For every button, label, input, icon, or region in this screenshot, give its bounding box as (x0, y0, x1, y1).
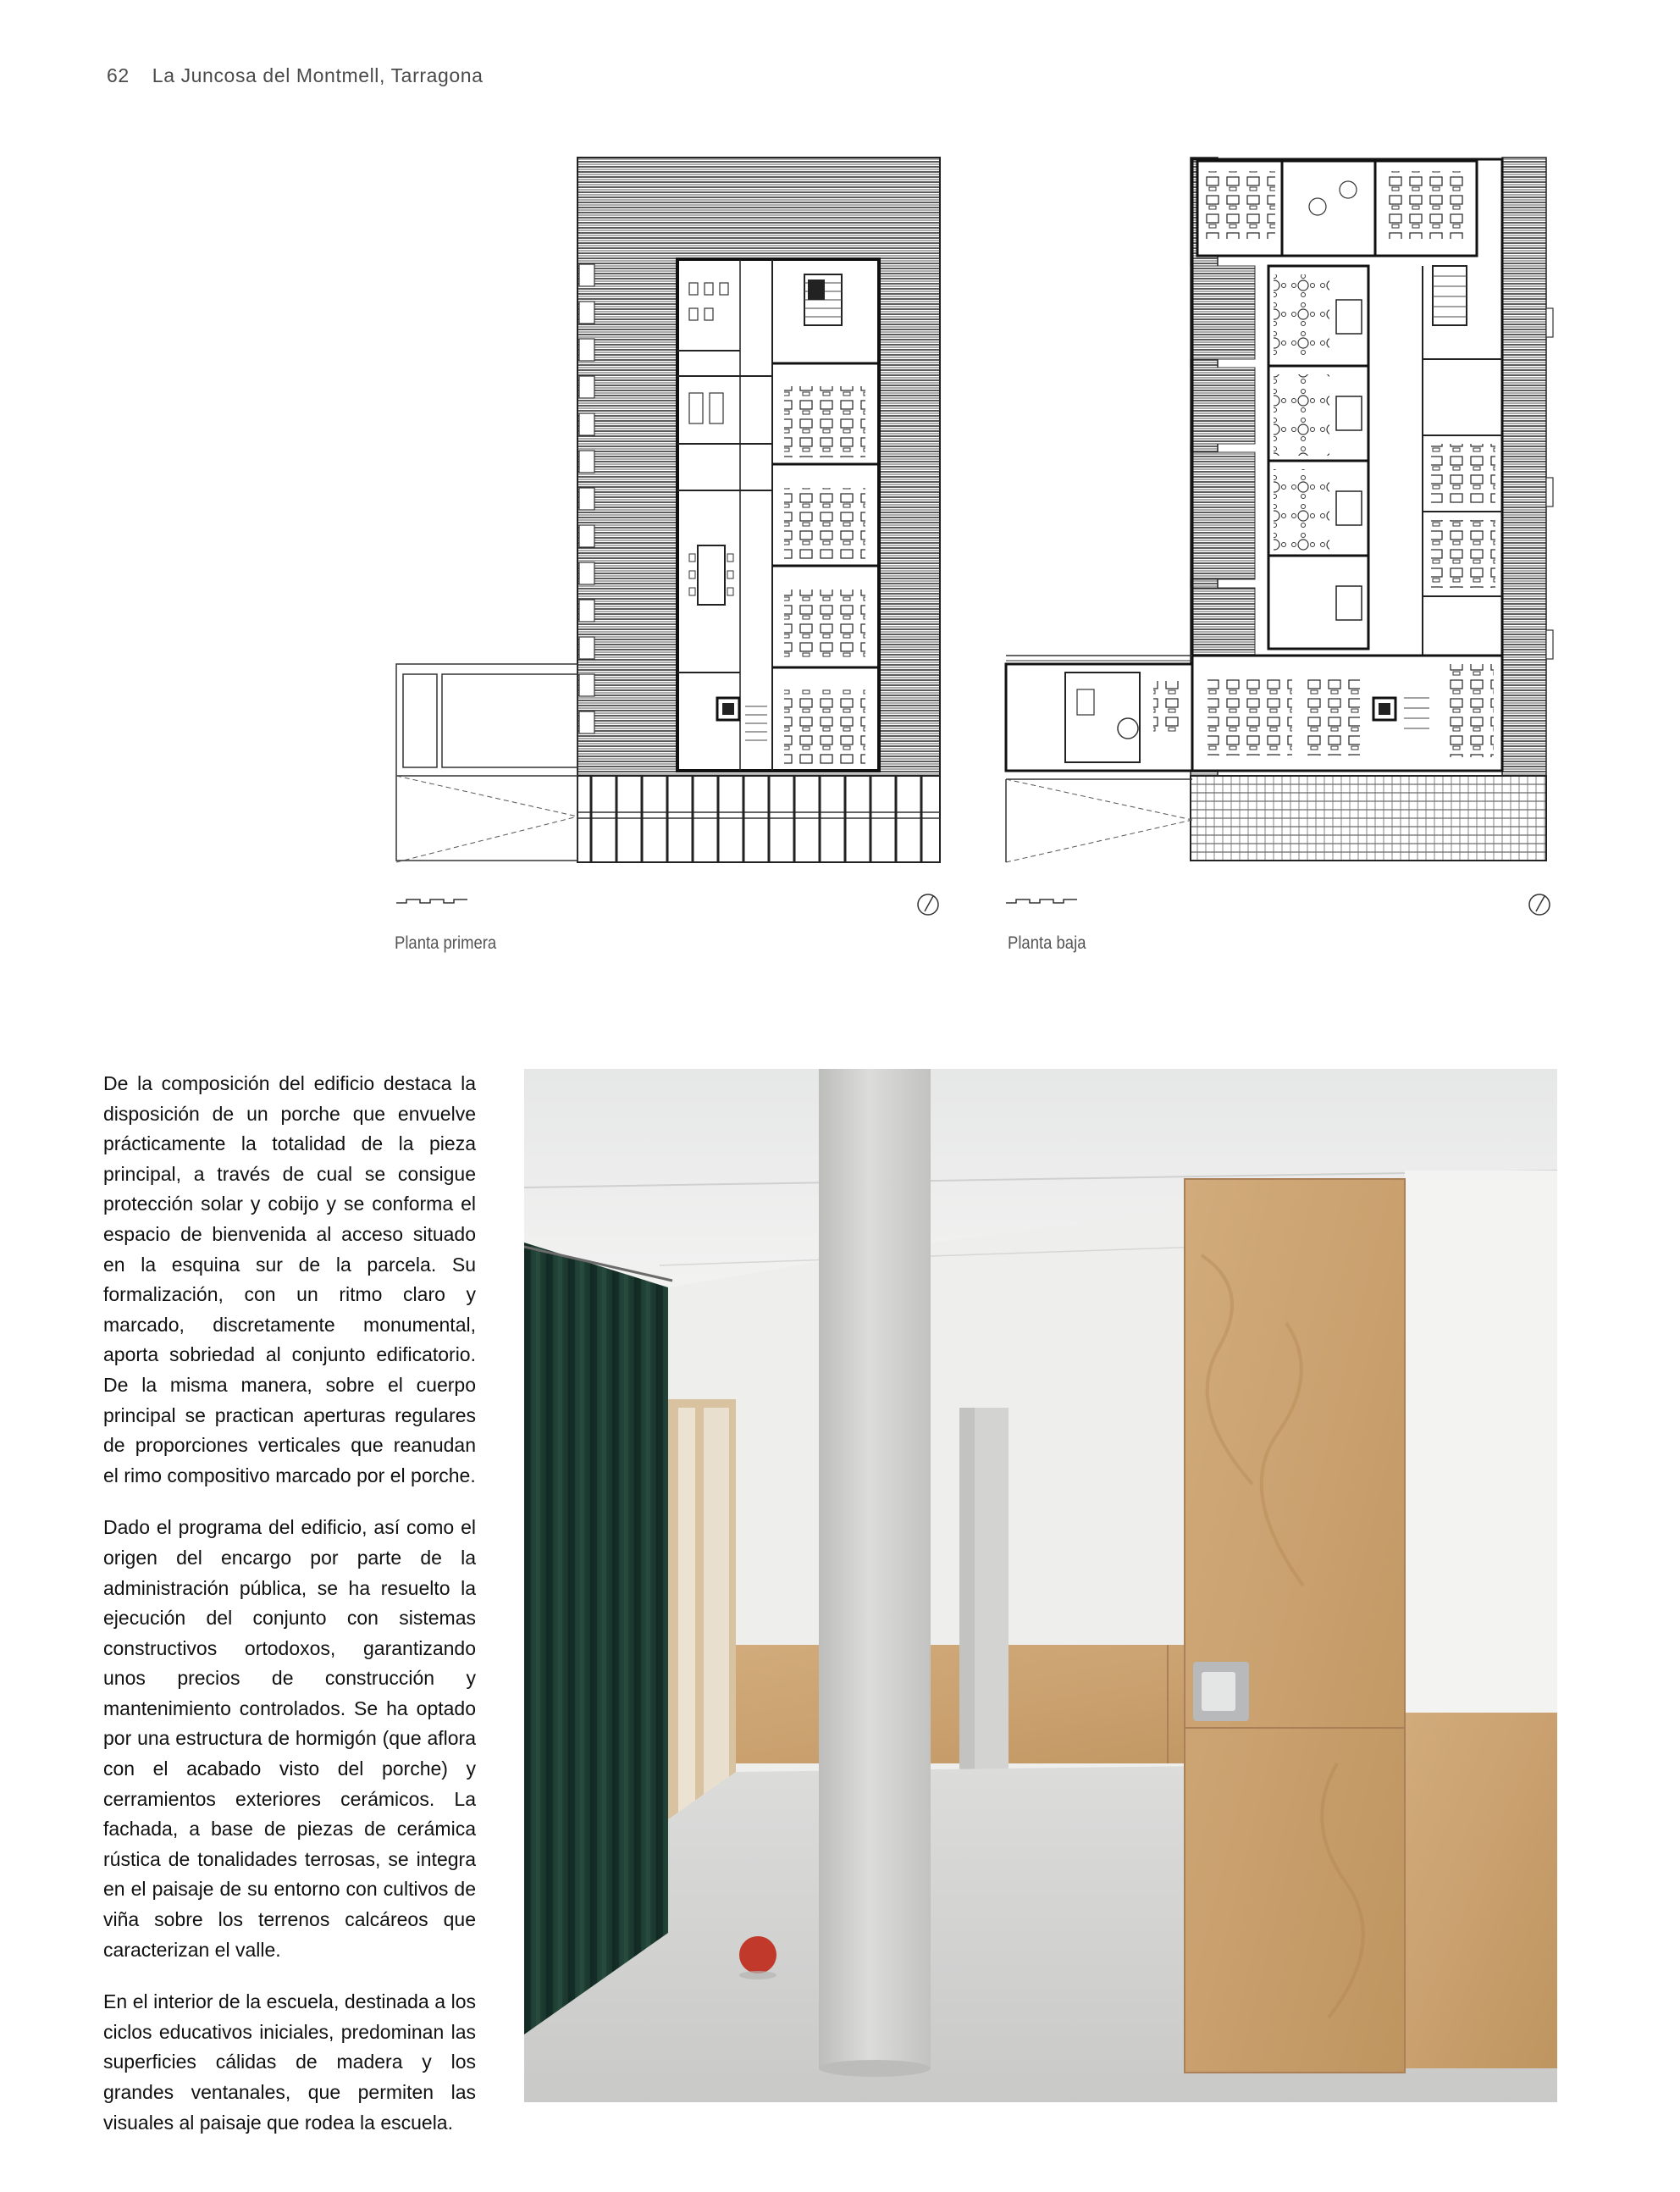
ground-floor-plan (1001, 156, 1560, 918)
ground-floor-caption: Planta baja (1008, 933, 1086, 953)
running-title: La Juncosa del Montmell, Tarragona (152, 64, 484, 86)
running-header (107, 64, 484, 87)
article-body (103, 1069, 476, 2160)
page-number: 62 (107, 64, 130, 86)
interior-photo (524, 1069, 1557, 2102)
first-floor-caption: Planta primera (395, 933, 497, 953)
first-floor-plan (391, 156, 950, 918)
article-paragraph-1: De la composición del edificio destaca la disposición de un porche que envuelve prácticamente la totalidad de la pieza principal, a través de cual se consigue protección solar y cobijo y se conforma el espacio de bienvenida al acceso situado en la esquina sur de la parcela. Su formalización, con un ritmo claro y marcado, discretamente monumental, aporta sobriedad al conjunto edificatorio. De la misma manera, sobre el cuerpo principal se practican aperturas regulares de proporciones verticales que reanudan el rimo compositivo marcado por el porche. (103, 1072, 476, 1486)
article-paragraph-3: En el interior de la escuela, destinada a los ciclos educativos iniciales, predominan las superficies cálidas de madera y los grandes ventanales, que permiten las visuales al paisaje que rodea la escuela. (103, 1990, 476, 2134)
article-paragraph-2: Dado el programa del edificio, así como el origen del encargo por parte de la administración pública, se ha resuelto la ejecución del conjunto con sistemas constructivos ortodoxos, garantizando unos precios de construcción y mantenimiento controlados. Se ha optado por una estructura de hormigón (que aflora con el acabado visto del porche) y cerramientos exteriores cerámicos. La fachada, a base de piezas de cerámica rústica de tonalidades terrosas, se integra en el paisaje de su entorno con cultivos de viña sobre los terrenos calcáreos que caracterizan el valle. (103, 1516, 476, 1961)
